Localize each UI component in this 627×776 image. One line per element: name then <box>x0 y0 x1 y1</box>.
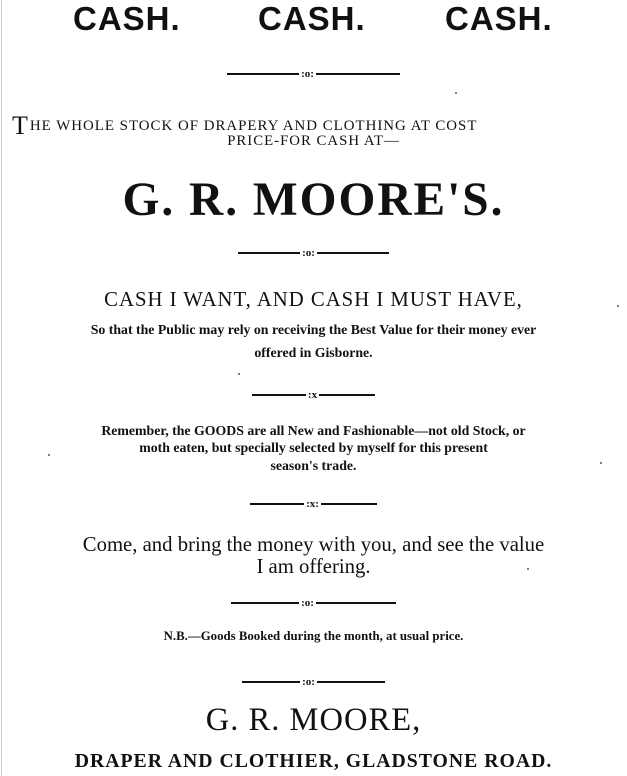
separator-mark: :o: <box>302 246 315 259</box>
separator-rule <box>238 252 300 254</box>
separator-mark: :o: <box>302 675 315 688</box>
intro-text-1: HE WHOLE STOCK OF DRAPERY AND CLOTHING AT COST <box>29 118 478 134</box>
signature-address: DRAPER AND CLOTHIER, GLADSTONE ROAD. <box>74 750 553 772</box>
cash-word-1: CASH. <box>73 0 181 37</box>
separator-rule <box>317 681 385 683</box>
separator-rule <box>316 602 396 604</box>
separator-rule <box>231 602 299 604</box>
separator-2 <box>0 246 627 260</box>
print-speck <box>48 454 50 456</box>
cash-want-line-1: So that the Public may rely on receiving the Best Value for their money ever <box>90 322 537 337</box>
intro-line-2: PRICE-FOR CASH AT— <box>227 133 400 149</box>
separator-rule <box>242 681 300 683</box>
separator-rule <box>319 394 375 396</box>
separator-rule <box>316 73 400 75</box>
separator-rule <box>317 252 389 254</box>
note-line: N.B.—Goods Booked during the month, at usual price. <box>163 629 464 643</box>
separator-4 <box>0 497 627 511</box>
cash-want-line-2: offered in Gisborne. <box>254 345 373 360</box>
separator-rule <box>250 503 304 505</box>
cash-want-headline: CASH I WANT, AND CASH I MUST HAVE, <box>104 289 523 311</box>
separator-3 <box>0 388 627 402</box>
drop-letter: T <box>12 111 29 140</box>
print-speck <box>600 462 602 464</box>
print-speck <box>527 568 529 570</box>
separator-mark: :x: <box>306 497 319 510</box>
separator-5 <box>0 596 627 610</box>
print-speck <box>617 305 619 307</box>
separator-mark: :o: <box>301 596 314 609</box>
come-line-2: I am offering. <box>256 556 371 578</box>
separator-rule <box>252 394 306 396</box>
separator-mark: :x <box>307 388 318 401</box>
separator-rule <box>227 73 299 75</box>
print-speck <box>238 373 240 375</box>
separator-1 <box>0 67 627 81</box>
print-speck <box>455 92 457 94</box>
remember-line-2: moth eaten, but specially selected by myself for this present <box>139 440 488 455</box>
separator-rule <box>321 503 377 505</box>
store-name: G. R. MOORE'S. <box>122 174 505 226</box>
separator-6 <box>0 675 627 689</box>
come-line-1: Come, and bring the money with you, and see the value <box>82 534 545 556</box>
separator-mark: :o: <box>301 67 314 80</box>
cash-word-3: CASH. <box>445 0 553 37</box>
cash-word-2: CASH. <box>258 0 366 37</box>
remember-line-3: season's trade. <box>270 458 357 473</box>
cash-header <box>0 2 627 42</box>
remember-line-1: Remember, the GOODS are all New and Fashionable—not old Stock, or <box>101 423 526 438</box>
signature-name: G. R. MOORE, <box>205 702 422 738</box>
